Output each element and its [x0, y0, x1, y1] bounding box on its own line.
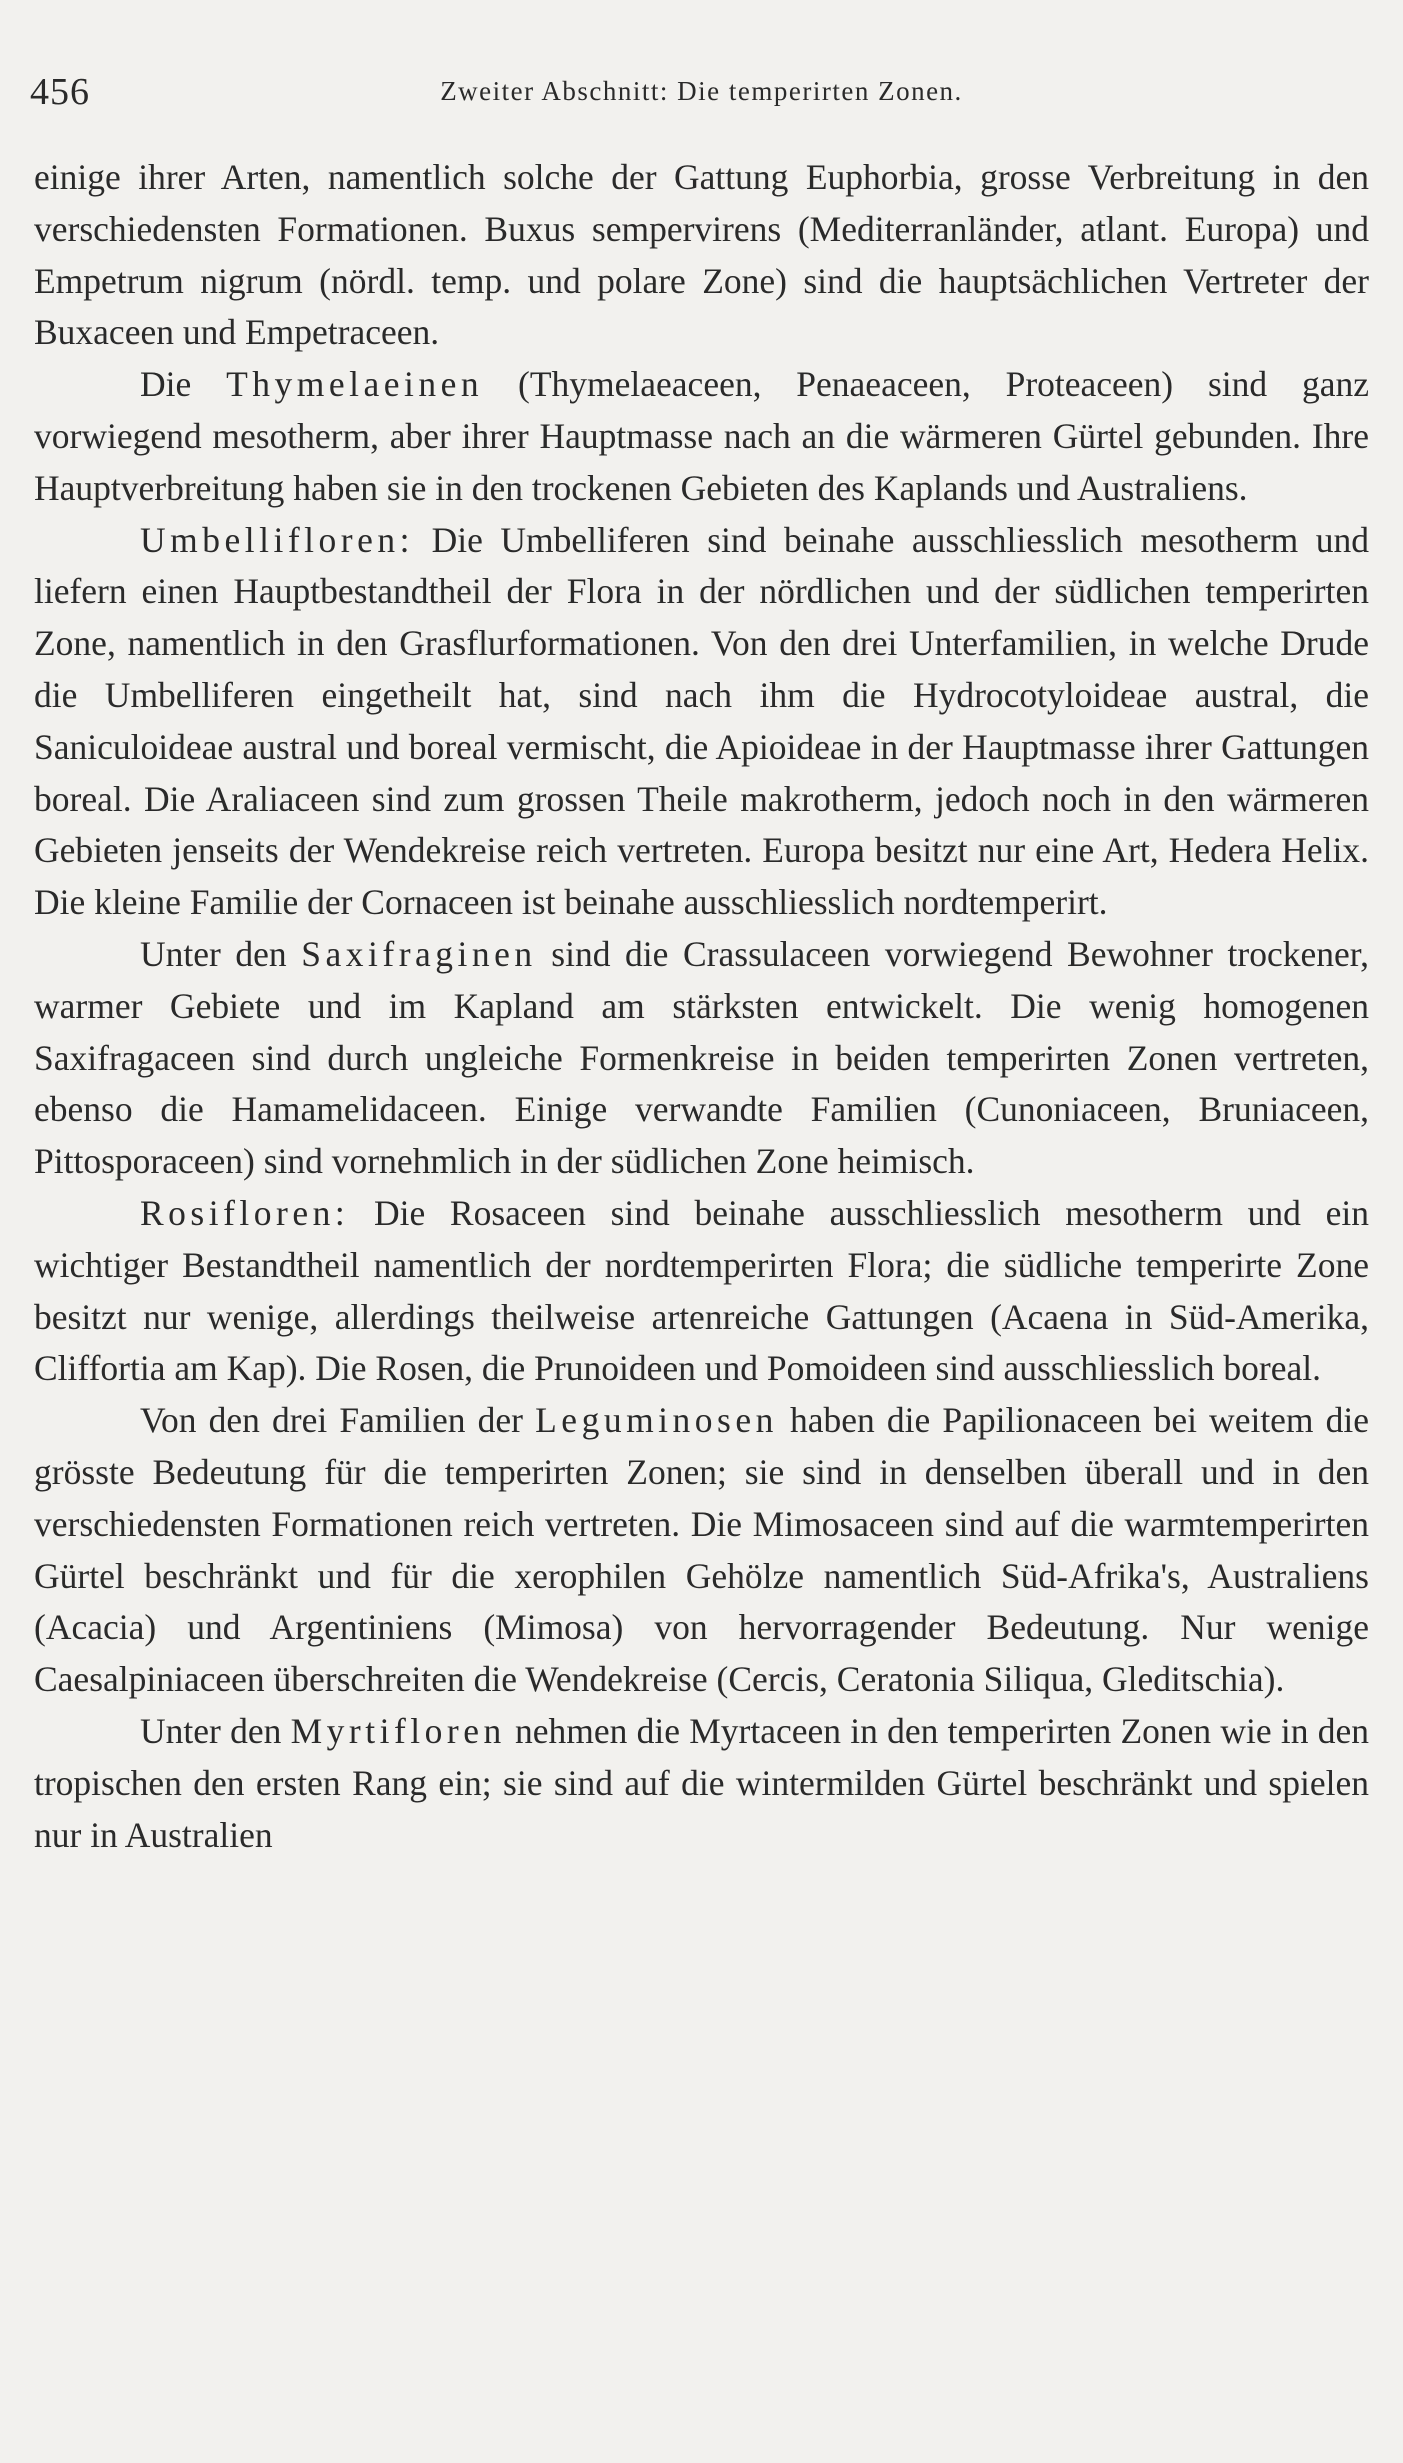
spaced-term: Thymelaeinen — [226, 364, 484, 405]
paragraph — [34, 929, 1369, 1188]
spaced-term: Umbellifloren: — [140, 519, 414, 560]
paragraph — [34, 1395, 1369, 1706]
paragraph — [34, 1706, 1369, 1861]
paragraph — [34, 359, 1369, 514]
spaced-term: Rosifloren: — [140, 1192, 350, 1233]
paragraph-text: Die Rosaceen sind beinahe ausschliesslich mesotherm und ein wichtiger Bestandtheil namentlich der nordtemperirten Flora; die südliche temperirte Zone besitzt nur wenige, allerdings theilweise artenreiche Gattungen (Acaena in Süd-Amerika, Cliffortia am Kap). Die Rosen, die Prunoideen und Pomoideen sind ausschliesslich boreal. — [34, 1192, 1370, 1389]
paragraph-text: (Thymelaeaceen, Penaeaceen, Proteaceen) sind ganz vorwiegend mesotherm, aber ihrer Hauptmasse nach an die wärmeren Gürtel gebunden. Ihre Hauptverbreitung haben sie in den trockenen Gebieten des Kaplands und Australiens. — [34, 364, 1370, 508]
paragraph-lead: Die — [140, 364, 192, 405]
running-head: Zweiter Abschnitt: Die temperirten Zonen. — [440, 76, 963, 106]
page-header — [30, 70, 1373, 120]
paragraph-text: nehmen die Myrtaceen in den temperirten Zonen wie in den tropischen den ersten Rang ein; sie sind auf die wintermilden Gürtel beschränkt und spielen nur in Australien — [34, 1710, 1370, 1855]
spaced-term: Saxifraginen — [301, 933, 537, 974]
paragraph — [34, 1188, 1369, 1395]
body-text — [34, 152, 1369, 1861]
paragraph-text: Die Umbelliferen sind beinahe ausschliesslich mesotherm und liefern einen Hauptbestandtheil der Flora in der nördlichen und der südlichen temperirten Zone, namentlich in den Grasflurformationen. Von den drei Unterfamilien, in welche Drude die Umbelliferen eingetheilt hat, sind nach ihm die Hydrocotyloideae austral, die Saniculoideae austral und boreal vermischt, die Apioideae in der Hauptmasse ihrer Gattungen boreal. Die Araliaceen sind zum grossen Theile makrotherm, jedoch noch in den wärmeren Gebieten jenseits der Wendekreise reich vertreten. Europa besitzt nur eine Art, Hedera Helix. Die kleine Familie der Cornaceen ist beinahe ausschliesslich nordtemperirt. — [34, 519, 1369, 923]
paragraph-lead: Unter den — [140, 1710, 282, 1751]
paragraph-text: sind die Crassulaceen vorwiegend Bewohner trockener, warmer Gebiete und im Kapland am stärksten entwickelt. Die wenig homogenen Saxifragaceen sind durch ungleiche Formenkreise in beiden temperirten Zonen vertreten, ebenso die Hamamelidaceen. Einige verwandte Familien (Cunoniaceen, Bruniaceen, Pittosporaceen) sind vornehmlich in der südlichen Zone heimisch. — [34, 933, 1370, 1182]
paragraph-text: haben die Papilionaceen bei weitem die grösste Bedeutung für die temperirten Zonen; sie sind in denselben überall und in den verschiedensten Formationen reich vertreten. Die Mimosaceen sind auf die warmtemperirten Gürtel beschränkt und für die xerophilen Gehölze namentlich Süd-Afrika's, Australiens (Acacia) und Argentiniens (Mimosa) von hervorragender Bedeutung. Nur wenige Caesalpiniaceen überschreiten die Wendekreise (Cercis, Ceratonia Siliqua, Gleditschia). — [34, 1400, 1370, 1700]
spaced-term: Myrtifloren — [290, 1710, 506, 1751]
paragraph-text: einige ihrer Arten, namentlich solche der Gattung Euphorbia, grosse Verbreitung in den verschiedensten Formationen. Buxus sempervirens (Mediterranländer, atlant. Europa) und Empetrum nigrum (nördl. temp. und polare Zone) sind die hauptsächlichen Vertreter der Buxaceen und Empetraceen. — [34, 157, 1369, 353]
paragraph-lead: Von den drei Familien der — [140, 1400, 523, 1441]
paragraph — [34, 152, 1369, 359]
paragraph-lead: Unter den — [140, 933, 287, 974]
spaced-term: Leguminosen — [535, 1400, 778, 1441]
page-number: 456 — [30, 71, 90, 113]
paragraph — [34, 515, 1369, 929]
